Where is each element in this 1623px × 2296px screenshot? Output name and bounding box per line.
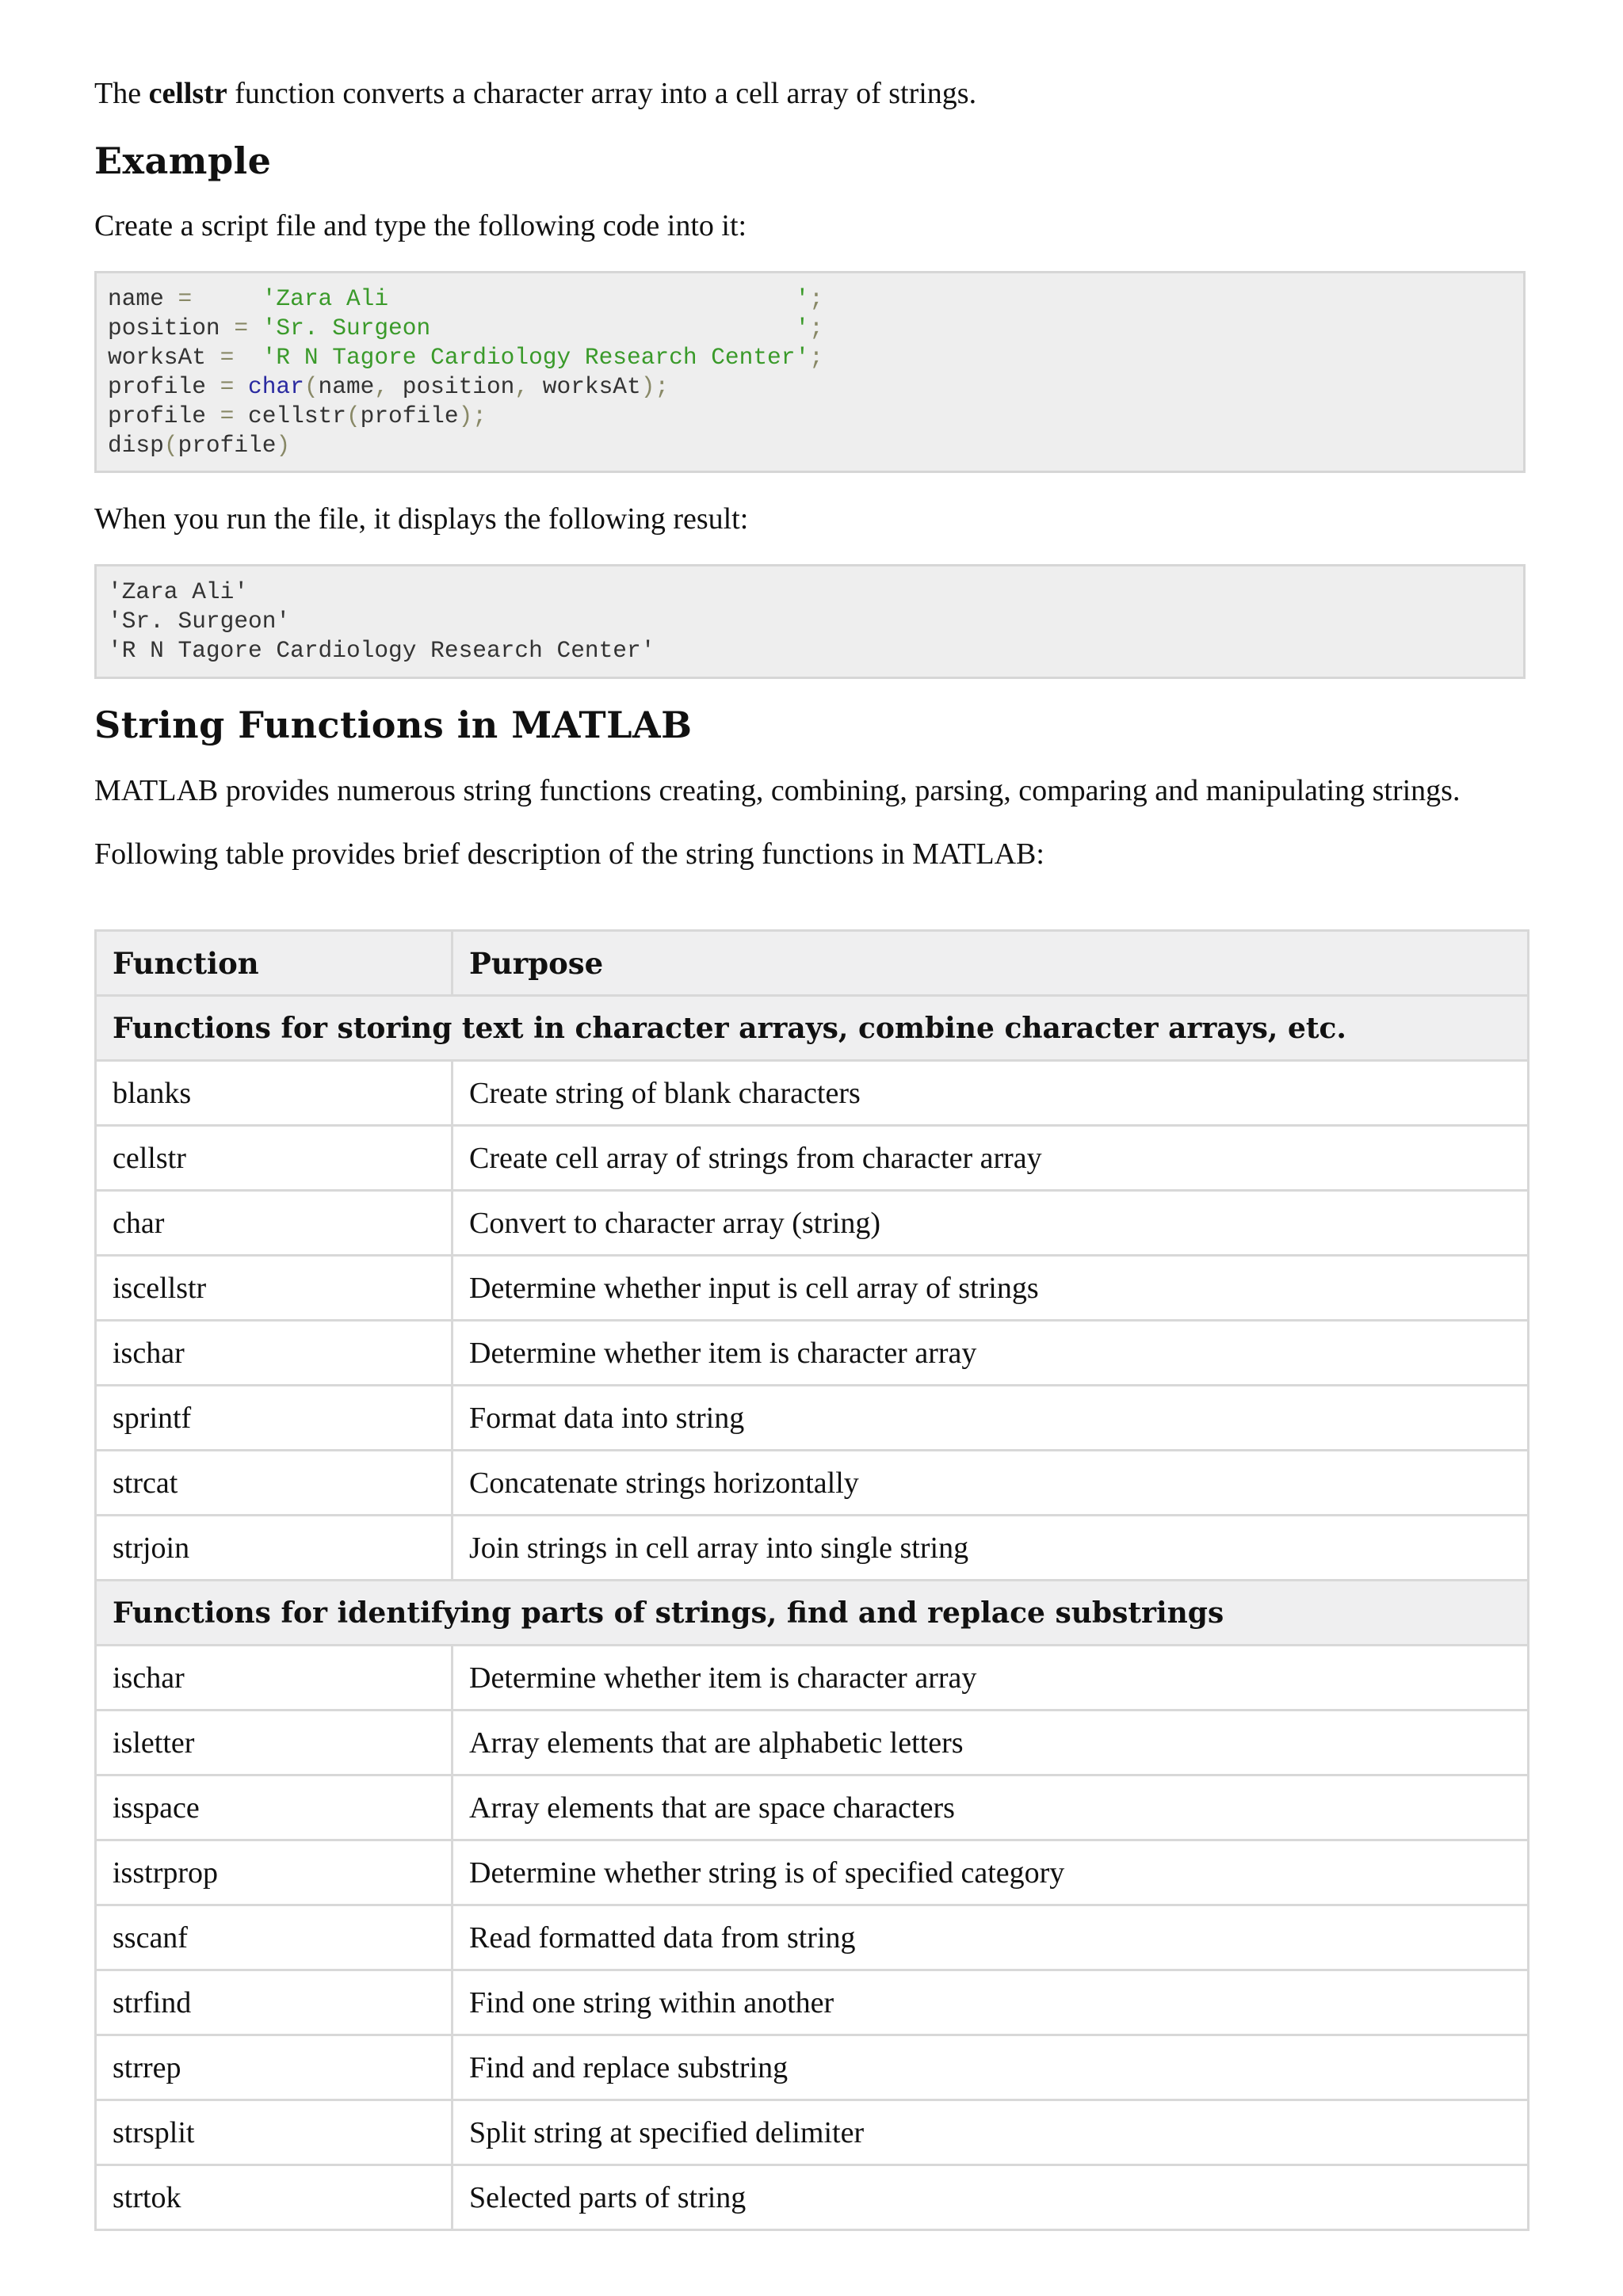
function-name-cell: char: [96, 1191, 453, 1256]
code-line: [108, 343, 1512, 372]
code-token: cellstr: [234, 402, 346, 429]
code-token: ,: [374, 373, 389, 400]
table-row: [96, 1970, 1529, 2035]
function-name-cell: ischar: [96, 1646, 453, 1711]
code-token: =: [220, 402, 235, 429]
code-token: ;: [809, 344, 823, 371]
table-body: [96, 996, 1529, 2230]
column-header-purpose: Purpose: [453, 931, 1529, 996]
code-token: profile: [108, 373, 220, 400]
code-line: [108, 284, 1512, 314]
code-token: =: [234, 315, 249, 341]
string-functions-heading: String Functions in MATLAB: [94, 704, 693, 746]
code-token: 'Zara Ali ': [262, 285, 810, 312]
code-token: ;: [809, 285, 823, 312]
output-line: 'R N Tagore Cardiology Research Center': [108, 637, 655, 664]
code-token: =: [178, 285, 193, 312]
example-heading: Example: [94, 139, 272, 182]
function-name-cell: sprintf: [96, 1386, 453, 1451]
code-token: ): [276, 432, 291, 459]
output-line: 'Sr. Surgeon': [108, 608, 291, 635]
intro-paragraph: [94, 75, 976, 112]
function-name-cell: strrep: [96, 2035, 453, 2100]
code-token: worksAt: [108, 344, 220, 371]
table-row: [96, 1126, 1529, 1191]
function-purpose-cell: Join strings in cell array into single string: [453, 1516, 1529, 1581]
function-purpose-cell: Find one string within another: [453, 1970, 1529, 2035]
table-row: [96, 1321, 1529, 1386]
function-purpose-cell: Split string at specified delimiter: [453, 2100, 1529, 2165]
code-token: 'R N Tagore Cardiology Research Center': [262, 344, 810, 371]
function-name-cell: ischar: [96, 1321, 453, 1386]
column-header-function: Function: [96, 931, 453, 996]
code-token: [248, 315, 262, 341]
code-token: name: [318, 373, 375, 400]
code-token: position: [108, 315, 235, 341]
code-token: worksAt: [529, 373, 641, 400]
code-token: );: [640, 373, 670, 400]
provides-paragraph: MATLAB provides numerous string functions creating, combining, parsing, comparing and manipulating strings.: [94, 774, 1461, 807]
function-purpose-cell: Read formatted data from string: [453, 1905, 1529, 1970]
code-token: ,: [514, 373, 529, 400]
function-name-cell: strfind: [96, 1970, 453, 2035]
table-group-row: [96, 1581, 1529, 1646]
code-token: char: [248, 373, 304, 400]
code-token: (: [163, 432, 178, 459]
function-name-cell: isstrprop: [96, 1840, 453, 1905]
code-token: profile: [178, 432, 277, 459]
table-row: [96, 1256, 1529, 1321]
function-purpose-cell: Array elements that are space characters: [453, 1775, 1529, 1840]
code-token: name: [108, 285, 178, 312]
function-purpose-cell: Determine whether item is character array: [453, 1646, 1529, 1711]
function-name-cell: strcat: [96, 1451, 453, 1516]
function-purpose-cell: Create string of blank characters: [453, 1061, 1529, 1126]
code-block[interactable]: [94, 271, 1526, 473]
function-purpose-cell: Find and replace substring: [453, 2035, 1529, 2100]
table-row: [96, 1646, 1529, 1711]
function-purpose-cell: Concatenate strings horizontally: [453, 1451, 1529, 1516]
create-script-paragraph: Create a script file and type the following code into it:: [94, 209, 747, 242]
table-group-row: [96, 996, 1529, 1061]
output-line: 'Zara Ali': [108, 578, 249, 605]
function-name-cell: strtok: [96, 2165, 453, 2230]
code-token: profile: [108, 402, 220, 429]
code-token: =: [220, 373, 235, 400]
function-purpose-cell: Determine whether item is character array: [453, 1321, 1529, 1386]
code-token: );: [458, 402, 487, 429]
function-purpose-cell: Convert to character array (string): [453, 1191, 1529, 1256]
table-row: [96, 1840, 1529, 1905]
function-purpose-cell: Selected parts of string: [453, 2165, 1529, 2230]
code-token: ;: [809, 315, 823, 341]
table-row: [96, 1191, 1529, 1256]
function-purpose-cell: Determine whether string is of specified category: [453, 1840, 1529, 1905]
function-name-cell: isletter: [96, 1711, 453, 1775]
code-line: [108, 314, 1512, 343]
function-purpose-cell: Array elements that are alphabetic letters: [453, 1711, 1529, 1775]
table-row: [96, 1061, 1529, 1126]
function-purpose-cell: Determine whether input is cell array of strings: [453, 1256, 1529, 1321]
code-token: =: [220, 344, 235, 371]
table-row: [96, 1711, 1529, 1775]
code-token: [234, 373, 248, 400]
table-row: [96, 1775, 1529, 1840]
code-token: (: [346, 402, 361, 429]
table-row: [96, 1451, 1529, 1516]
code-token: [192, 285, 262, 312]
code-line: [108, 372, 1512, 402]
intro-bold-term: cellstr: [148, 77, 227, 110]
table-header-row: [96, 931, 1529, 996]
table-row: [96, 1905, 1529, 1970]
table-row: [96, 2035, 1529, 2100]
code-token: (: [304, 373, 319, 400]
table-row: [96, 2165, 1529, 2230]
code-lines: [108, 284, 1512, 460]
function-name-cell: cellstr: [96, 1126, 453, 1191]
output-lines: [108, 578, 1512, 666]
string-functions-table: [94, 929, 1529, 2231]
table-row: [96, 1386, 1529, 1451]
code-line: [108, 402, 1512, 431]
code-line: [108, 431, 1512, 460]
code-token: position: [388, 373, 515, 400]
function-purpose-cell: Create cell array of strings from character array: [453, 1126, 1529, 1191]
output-block[interactable]: [94, 564, 1526, 679]
function-purpose-cell: Format data into string: [453, 1386, 1529, 1451]
table-group-label: Functions for storing text in character arrays, combine character arrays, etc.: [96, 996, 1529, 1061]
table-row: [96, 2100, 1529, 2165]
code-token: profile: [360, 402, 459, 429]
code-token: disp: [108, 432, 164, 459]
table-row: [96, 1516, 1529, 1581]
run-result-paragraph: When you run the file, it displays the following result:: [94, 502, 749, 536]
function-name-cell: strjoin: [96, 1516, 453, 1581]
function-name-cell: sscanf: [96, 1905, 453, 1970]
function-name-cell: strsplit: [96, 2100, 453, 2165]
table-group-label: Functions for identifying parts of strings, find and replace substrings: [96, 1581, 1529, 1646]
function-name-cell: iscellstr: [96, 1256, 453, 1321]
intro-suffix: function converts a character array into a cell array of strings.: [227, 77, 977, 110]
code-token: 'Sr. Surgeon ': [262, 315, 810, 341]
following-paragraph: Following table provides brief description of the string functions in MATLAB:: [94, 837, 1044, 871]
function-name-cell: blanks: [96, 1061, 453, 1126]
code-token: [234, 344, 262, 371]
function-name-cell: isspace: [96, 1775, 453, 1840]
intro-prefix: The: [94, 77, 149, 110]
